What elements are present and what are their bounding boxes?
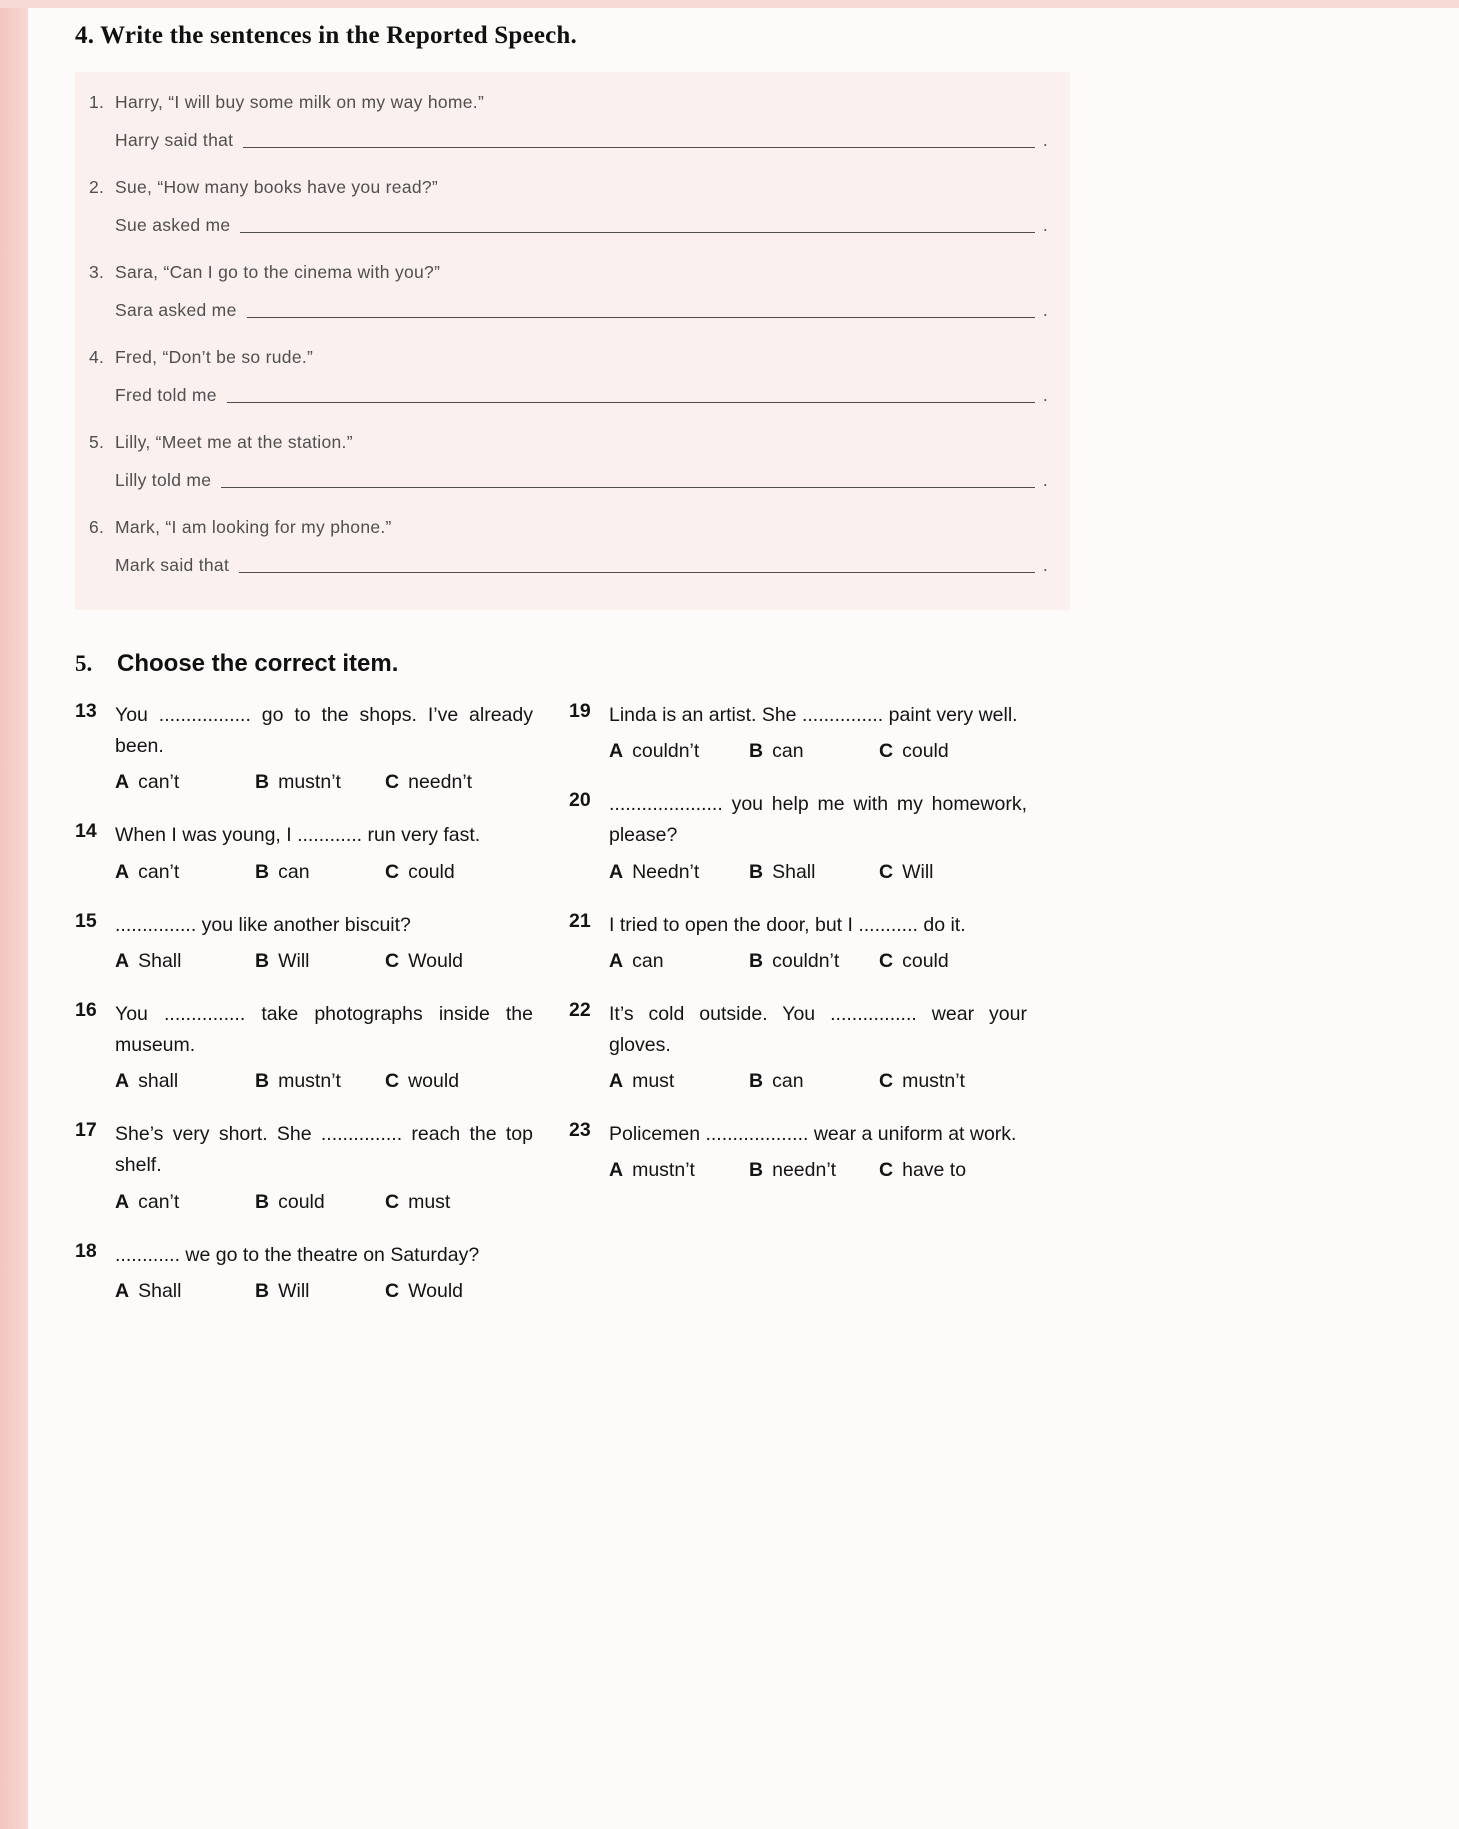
option-b[interactable] [255,1070,385,1093]
section4-title: 4. Write the sentences in the Reported Speech. [75,22,577,49]
option-letter: B [749,1070,764,1093]
quote-line [89,432,1048,453]
answer-stem: Harry said that [115,130,234,150]
option-letter: A [115,771,130,794]
option-letter: A [115,860,130,883]
options-row [609,740,1027,763]
option-letter: C [879,740,894,763]
option-b[interactable] [749,1159,879,1182]
option-text: needn’t [408,771,473,794]
mcq-question [75,700,533,794]
question-number: 14 [75,820,97,843]
option-letter: B [255,1190,270,1213]
answer-blank[interactable] [227,385,1035,403]
question-text: You ................. go to the shops. I’ve already been. [115,704,533,758]
option-text: mustn’t [632,1159,695,1182]
mcq-question [569,789,1027,883]
option-letter: A [115,1279,130,1302]
option-c[interactable] [385,1280,533,1303]
option-letter: C [385,860,400,883]
option-letter: C [385,771,400,794]
question-text: Linda is an artist. She ............... paint very well. [609,704,1018,726]
mcq-question [75,1119,533,1213]
quote-line [89,347,1048,368]
answer-blank[interactable] [243,130,1035,148]
item-number: 3. [89,262,105,282]
item-number: 2. [89,177,105,197]
option-letter: A [609,1159,624,1182]
reported-speech-box [75,72,1070,610]
question-text: Policemen ................... wear a uniform at work. [609,1123,1017,1146]
option-c[interactable] [385,1070,533,1093]
option-letter: A [115,949,130,972]
option-text: couldn’t [632,740,700,763]
answer-line [115,300,1048,321]
answer-stem: Mark said that [115,555,230,575]
question-number: 19 [569,700,591,722]
reported-speech-item [89,92,1048,151]
quote-text: Sara, “Can I go to the cinema with you?” [115,262,441,282]
option-text: can [278,860,310,883]
option-letter: A [609,740,624,763]
option-c[interactable] [879,950,1027,973]
question-text: When I was young, I ............ run very fast. [115,824,481,847]
mcq-left-column [75,700,533,1329]
option-b[interactable] [255,771,385,794]
option-a[interactable] [609,1070,749,1093]
options-row [609,1070,1027,1093]
option-text: Will [902,860,934,883]
answer-stem: Fred told me [115,385,217,405]
answer-stem: Sue asked me [115,215,231,235]
question-text: I tried to open the door, but I ........... do it. [609,913,966,936]
mcq-question [75,999,533,1093]
answer-blank[interactable] [221,470,1035,488]
option-text: mustn’t [278,1070,341,1093]
options-row [115,861,533,884]
question-number: 23 [569,1119,591,1142]
period: . [1042,555,1048,575]
reported-speech-item [89,347,1048,406]
option-a[interactable] [609,1159,749,1182]
reported-speech-item [89,262,1048,321]
option-c[interactable] [879,1070,1027,1093]
answer-stem: Sara asked me [115,300,237,320]
option-c[interactable] [385,1191,533,1214]
option-letter: C [385,949,400,972]
option-letter: B [255,1070,270,1093]
mcq-question [569,1119,1027,1182]
scan-top-edge [0,0,1459,8]
option-text: could [902,949,949,972]
option-letter: C [879,860,894,883]
quote-line [89,517,1048,538]
mcq-question [569,910,1027,973]
quote-line [89,92,1048,113]
option-a[interactable] [115,861,255,884]
option-letter: B [749,949,764,972]
option-text: Shall [138,1279,182,1302]
question-number: 17 [75,1119,97,1142]
question-text: ............... you like another biscuit? [115,913,411,936]
item-number: 4. [89,347,105,367]
options-row [609,1159,1027,1182]
option-letter: C [879,1159,894,1182]
option-text: Shall [138,949,182,972]
mcq-question [75,910,533,973]
answer-blank[interactable] [247,300,1035,318]
option-b[interactable] [255,950,385,973]
period: . [1042,300,1048,320]
question-number: 18 [75,1239,97,1262]
option-text: can’t [138,1190,180,1213]
option-text: Will [278,949,310,972]
option-letter: A [115,1070,130,1093]
option-text: must [408,1190,451,1213]
answer-line [115,385,1048,406]
reported-speech-item [89,432,1048,491]
option-letter: B [255,949,270,972]
quote-line [89,177,1048,198]
question-number: 13 [75,700,97,722]
options-row [115,771,533,794]
options-row [115,950,533,973]
options-row [115,1280,533,1303]
option-letter: A [609,1070,624,1093]
section5-header [75,650,1385,678]
option-text: could [278,1190,325,1213]
option-text: couldn’t [772,949,840,972]
option-text: would [408,1070,460,1093]
scan-left-edge [0,0,28,1829]
period: . [1042,470,1048,490]
answer-line [115,470,1048,491]
options-row [609,950,1027,973]
option-text: could [408,860,455,883]
question-number: 15 [75,909,97,932]
option-text: shall [138,1070,179,1093]
option-letter: A [609,860,624,883]
option-text: Would [408,1279,464,1302]
option-text: mustn’t [278,771,341,794]
quote-text: Mark, “I am looking for my phone.” [115,517,392,537]
option-letter: B [255,860,270,883]
answer-line [115,555,1048,576]
option-a[interactable] [115,1191,255,1214]
option-c[interactable] [879,740,1027,763]
option-b[interactable] [255,1280,385,1303]
option-a[interactable] [115,1070,255,1093]
mcq-question [75,1240,533,1303]
option-letter: B [255,1279,270,1302]
option-letter: A [609,949,624,972]
question-number: 22 [569,998,591,1021]
option-text: can [632,949,664,972]
option-a[interactable] [609,740,749,763]
answer-blank[interactable] [239,555,1035,573]
question-number: 20 [569,789,591,812]
section5-number: 5. [75,651,93,676]
mcq-columns [75,700,1385,1329]
option-c[interactable] [879,861,1027,884]
question-number: 21 [569,909,591,932]
answer-line [115,130,1048,151]
option-text: Would [408,949,464,972]
mcq-question [569,700,1027,763]
option-a[interactable] [115,771,255,794]
option-b[interactable] [255,861,385,884]
option-text: needn’t [772,1159,837,1182]
quote-text: Fred, “Don’t be so rude.” [115,347,314,367]
option-text: Will [278,1279,310,1302]
item-number: 6. [89,517,105,537]
options-row [609,861,1027,884]
options-row [115,1191,533,1214]
option-text: must [632,1070,675,1093]
reported-speech-item [89,517,1048,576]
option-letter: A [115,1190,130,1213]
option-b[interactable] [749,1070,879,1093]
mcq-question [75,820,533,883]
question-text: You ............... take photographs inside the museum. [115,1002,533,1056]
reported-speech-item [89,177,1048,236]
answer-line [115,215,1048,236]
option-letter: B [749,860,764,883]
option-text: mustn’t [902,1070,965,1093]
option-text: could [902,740,949,763]
option-a[interactable] [609,950,749,973]
option-text: can [772,740,804,763]
item-number: 5. [89,432,105,452]
option-c[interactable] [879,1159,1027,1182]
option-letter: C [385,1070,400,1093]
option-b[interactable] [749,740,879,763]
option-text: have to [902,1159,967,1182]
worksheet-page [75,22,1385,1329]
quote-text: Sue, “How many books have you read?” [115,177,439,197]
option-text: Needn’t [632,860,700,883]
option-a[interactable] [115,1280,255,1303]
question-text: ..................... you help me with my homework, please? [609,793,1027,847]
period: . [1042,385,1048,405]
option-c[interactable] [385,861,533,884]
item-number: 1. [89,92,105,112]
option-letter: B [749,1159,764,1182]
quote-text: Lilly, “Meet me at the station.” [115,432,353,452]
option-c[interactable] [385,771,533,794]
option-text: can [772,1070,804,1093]
quote-line [89,262,1048,283]
mcq-right-column [569,700,1027,1329]
option-letter: C [879,1070,894,1093]
question-text: She’s very short. She ............... reach the top shelf. [115,1123,533,1177]
option-text: can’t [138,771,180,794]
quote-text: Harry, “I will buy some milk on my way home.” [115,92,485,112]
answer-stem: Lilly told me [115,470,212,490]
period: . [1042,215,1048,235]
option-letter: C [385,1279,400,1302]
answer-blank[interactable] [240,215,1034,233]
options-row [115,1070,533,1093]
option-a[interactable] [115,950,255,973]
option-a[interactable] [609,861,749,884]
option-text: can’t [138,860,180,883]
question-text: ............ we go to the theatre on Saturday? [115,1243,480,1266]
option-letter: B [749,740,764,763]
option-letter: B [255,771,270,794]
option-text: Shall [772,860,816,883]
section5-title: Choose the correct item. [117,650,399,677]
option-letter: C [879,949,894,972]
option-c[interactable] [385,950,533,973]
mcq-question [569,999,1027,1093]
question-text: It’s cold outside. You ................ wear your gloves. [609,1002,1027,1056]
option-b[interactable] [255,1191,385,1214]
option-b[interactable] [749,861,879,884]
option-letter: C [385,1190,400,1213]
choose-correct-item-section [75,650,1385,1329]
question-number: 16 [75,998,97,1021]
period: . [1042,130,1048,150]
option-b[interactable] [749,950,879,973]
